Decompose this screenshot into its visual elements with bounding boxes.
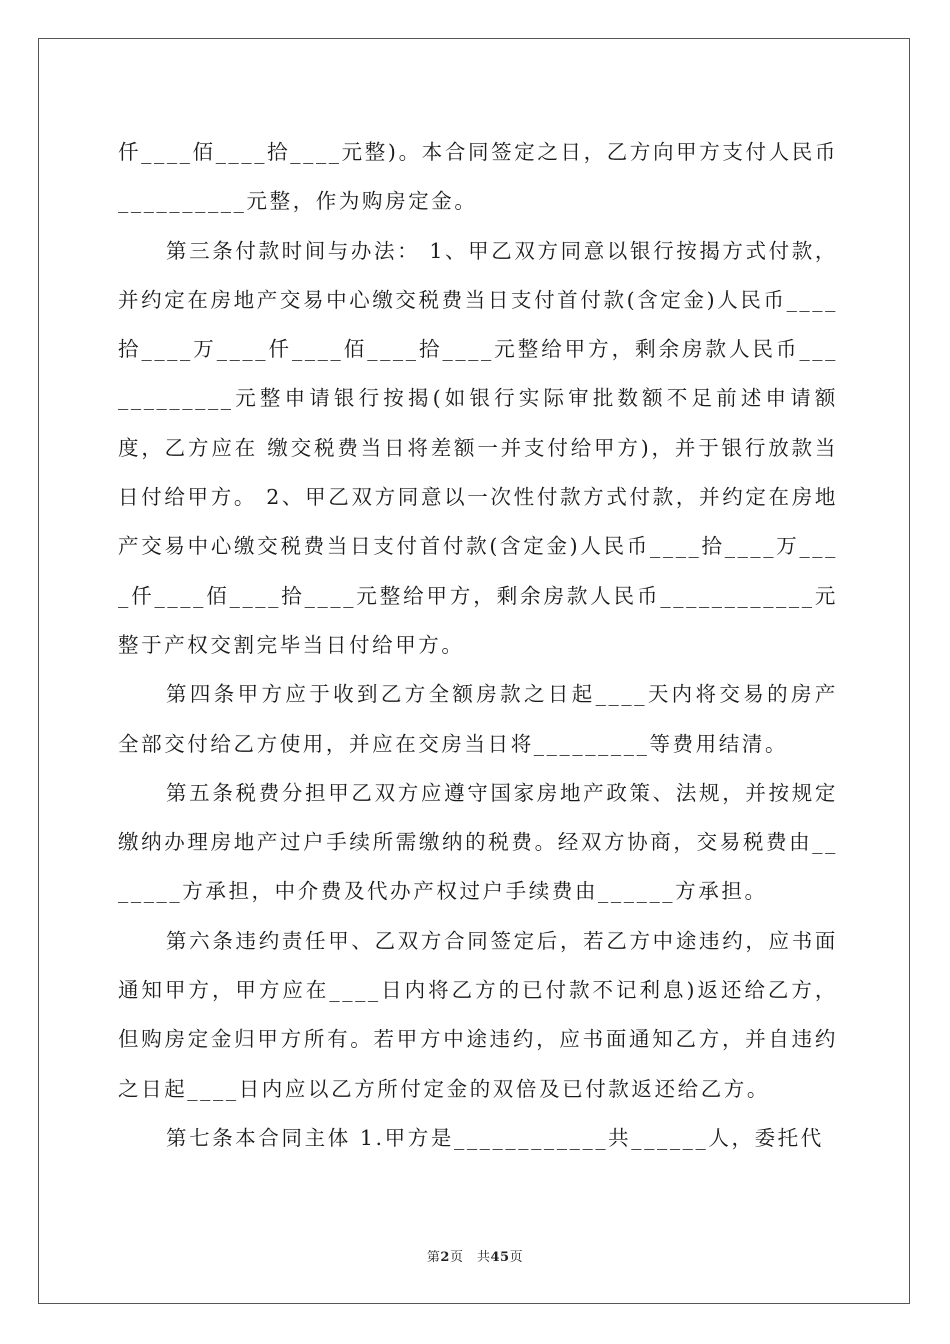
footer-total-suffix: 页 bbox=[509, 1250, 524, 1265]
paragraph-article-3-payment: 第三条付款时间与办法： 1、甲乙双方同意以银行按揭方式付款，并约定在房地产交易中心缴交税费当日支付首付款(含定金)人民币____拾____万____仟____佰____拾____元整给甲方，剩余房款人民币____________元整申请银行按揭(如银行实际审批数额不足前述申请额度，乙方应在 缴交税费当日将差额一并支付给甲方)，并于银行放款当日付给甲方。 2、甲乙双方同意以一次性付款方式付款，并约定在房地产交易中心缴交税费当日支付首付款(含定金)人民币____拾____万____仟____佰____拾____元整给甲方，剩余房款人民币____________元整于产权交割完毕当日付给甲方。 bbox=[118, 238, 838, 657]
footer-total-pages: 45 bbox=[490, 1250, 510, 1265]
paragraph-payment-continuation: 仟____佰____拾____元整)。本合同签定之日，乙方向甲方支付人民币__________元整，作为购房定金。 bbox=[118, 140, 838, 214]
footer-prefix: 第 bbox=[426, 1250, 441, 1265]
paragraph-article-4-delivery: 第四条甲方应于收到乙方全额房款之日起____天内将交易的房产全部交付给乙方使用，并应在交房当日将_________等费用结清。 bbox=[118, 682, 838, 756]
paragraph-article-5-taxes: 第五条税费分担甲乙双方应遵守国家房地产政策、法规，并按规定缴纳办理房地产过户手续所需缴纳的税费。经双方协商，交易税费由_______方承担，中介费及代办产权过户手续费由______方承担。 bbox=[118, 780, 838, 904]
contract-body bbox=[118, 128, 838, 1163]
paragraph-article-7-parties: 第七条本合同主体 1.甲方是____________共______人，委托代 bbox=[166, 1125, 824, 1150]
footer-page-number: 2 bbox=[440, 1250, 450, 1265]
footer-page-suffix: 页 共 bbox=[449, 1250, 491, 1265]
paragraph-article-6-liability: 第六条违约责任甲、乙双方合同签定后，若乙方中途违约，应书面通知甲方，甲方应在____日内将乙方的已付款不记利息)返还给乙方，但购房定金归甲方所有。若甲方中途违约，应书面通知乙方，并自违约之日起____日内应以乙方所付定金的双倍及已付款返还给乙方。 bbox=[118, 928, 838, 1101]
page-footer bbox=[0, 1246, 950, 1265]
